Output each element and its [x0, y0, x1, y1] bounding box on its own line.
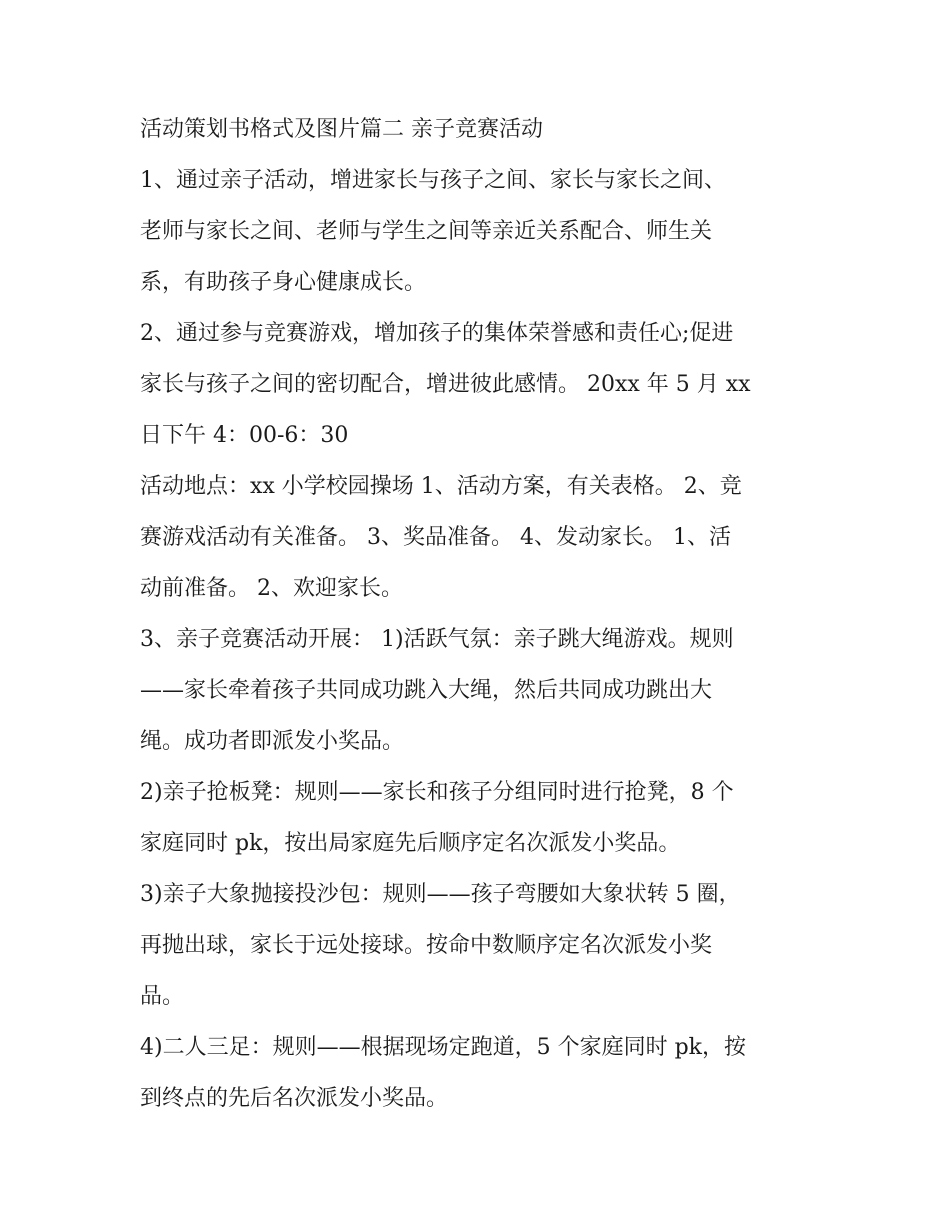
text-line: 品。 [140, 984, 185, 1009]
document-body [140, 104, 812, 1124]
document-title: 活动策划书格式及图片篇二 亲子竞赛活动 [140, 117, 543, 142]
text-line: 日下午 4：00-6：30 [140, 423, 349, 448]
text-line: 4)二人三足：规则——根据现场定跑道，5 个家庭同时 pk，按 [140, 1035, 746, 1060]
text-line: 1、通过亲子活动，增进家长与孩子之间、家长与家长之间、 [140, 168, 726, 193]
text-line: 动前准备。 2、欢迎家长。 [140, 576, 403, 601]
text-line: 家长与孩子之间的密切配合，增进彼此感情。 20xx 年 5 月 xx [140, 372, 751, 397]
text-line: 到终点的先后名次派发小奖品。 [140, 1086, 449, 1111]
text-line: 再抛出球，家长于远处接球。按命中数顺序定名次派发小奖 [140, 933, 713, 958]
text-line: 绳。成功者即派发小奖品。 [140, 729, 405, 754]
text-line: 2、通过参与竞赛游戏，增加孩子的集体荣誉感和责任心;促进 [140, 321, 734, 346]
text-line: 2)亲子抢板凳：规则——家长和孩子分组同时进行抢凳，8 个 [140, 780, 734, 805]
text-line: 3)亲子大象抛接投沙包：规则——孩子弯腰如大象状转 5 圈， [140, 882, 741, 907]
text-line: 家庭同时 pk，按出局家庭先后顺序定名次派发小奖品。 [140, 831, 681, 856]
text-line: 系，有助孩子身心健康成长。 [140, 270, 427, 295]
text-line: 活动地点：xx 小学校园操场 1、活动方案，有关表格。 2、竞 [140, 474, 742, 499]
text-line: 赛游戏活动有关准备。 3、奖品准备。 4、发动家长。 1、活 [140, 525, 731, 550]
text-line: 3、亲子竞赛活动开展： 1)活跃气氛：亲子跳大绳游戏。规则 [140, 627, 734, 652]
text-line: 老师与家长之间、老师与学生之间等亲近关系配合、师生关 [140, 219, 713, 244]
text-line: ——家长牵着孩子共同成功跳入大绳，然后共同成功跳出大 [140, 678, 713, 703]
